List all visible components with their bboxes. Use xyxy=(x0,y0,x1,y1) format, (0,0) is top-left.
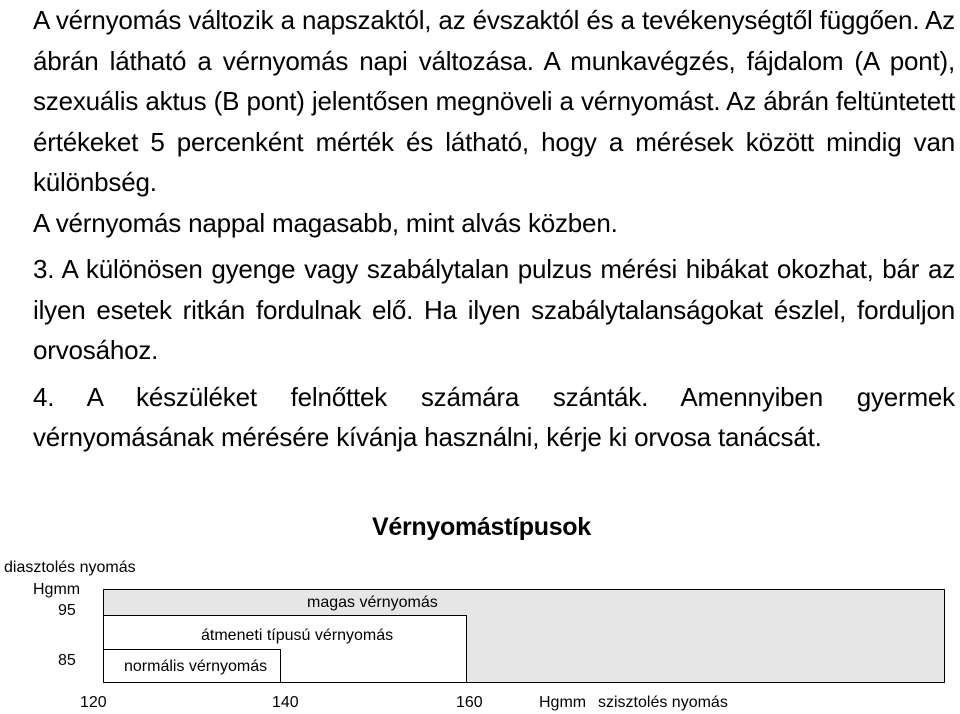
zone-normal-label: normális vérnyomás xyxy=(124,658,268,675)
y-axis-unit: Hgmm xyxy=(33,581,81,598)
figure-title: Vérnyomástípusok xyxy=(372,513,591,541)
paragraph-day-night: A vérnyomás nappal magasabb, mint alvás közben. xyxy=(33,207,618,238)
blood-pressure-types-figure xyxy=(0,505,960,714)
document-body xyxy=(33,0,955,458)
y-tick-95: 95 xyxy=(58,602,76,619)
y-axis-label: diasztolés nyomás xyxy=(4,559,136,576)
list-item-3: 3. A különösen gyenge vagy szabálytalan pulzus mérési hibákat okozhat, bár az ilyen esetek ritkán fordulnak elő. Ha ilyen szabálytalanságokat észlel, forduljon orvosához. xyxy=(33,254,955,365)
zone-transitional-label: átmeneti típusú vérnyomás xyxy=(201,627,394,644)
paragraph-variation: A vérnyomás változik a napszaktól, az évszaktól és a tevékenységtől függően. Az ábrán látható a vérnyomás napi változása. A munkavégzés, fájdalom (A pont), szexuális aktus (B pont) jelentősen megnöveli a vérnyomást. Az ábrán feltüntetett értékeket 5 percenként mérték és látható, hogy a mérések között mindig van különbség. xyxy=(33,5,955,197)
x-tick-140: 140 xyxy=(272,694,299,711)
y-tick-85: 85 xyxy=(58,652,76,669)
x-tick-160: 160 xyxy=(456,694,483,711)
x-tick-120: 120 xyxy=(80,694,107,711)
x-axis-unit: Hgmm xyxy=(539,694,587,711)
x-axis-label: szisztolés nyomás xyxy=(598,694,728,711)
list-item-4: 4. A készüléket felnőttek számára szánták. Amennyiben gyermek vérnyomásának mérésére kívánja használni, kérje ki orvosa tanácsát. xyxy=(33,381,955,452)
zone-high-label: magas vérnyomás xyxy=(307,594,438,611)
